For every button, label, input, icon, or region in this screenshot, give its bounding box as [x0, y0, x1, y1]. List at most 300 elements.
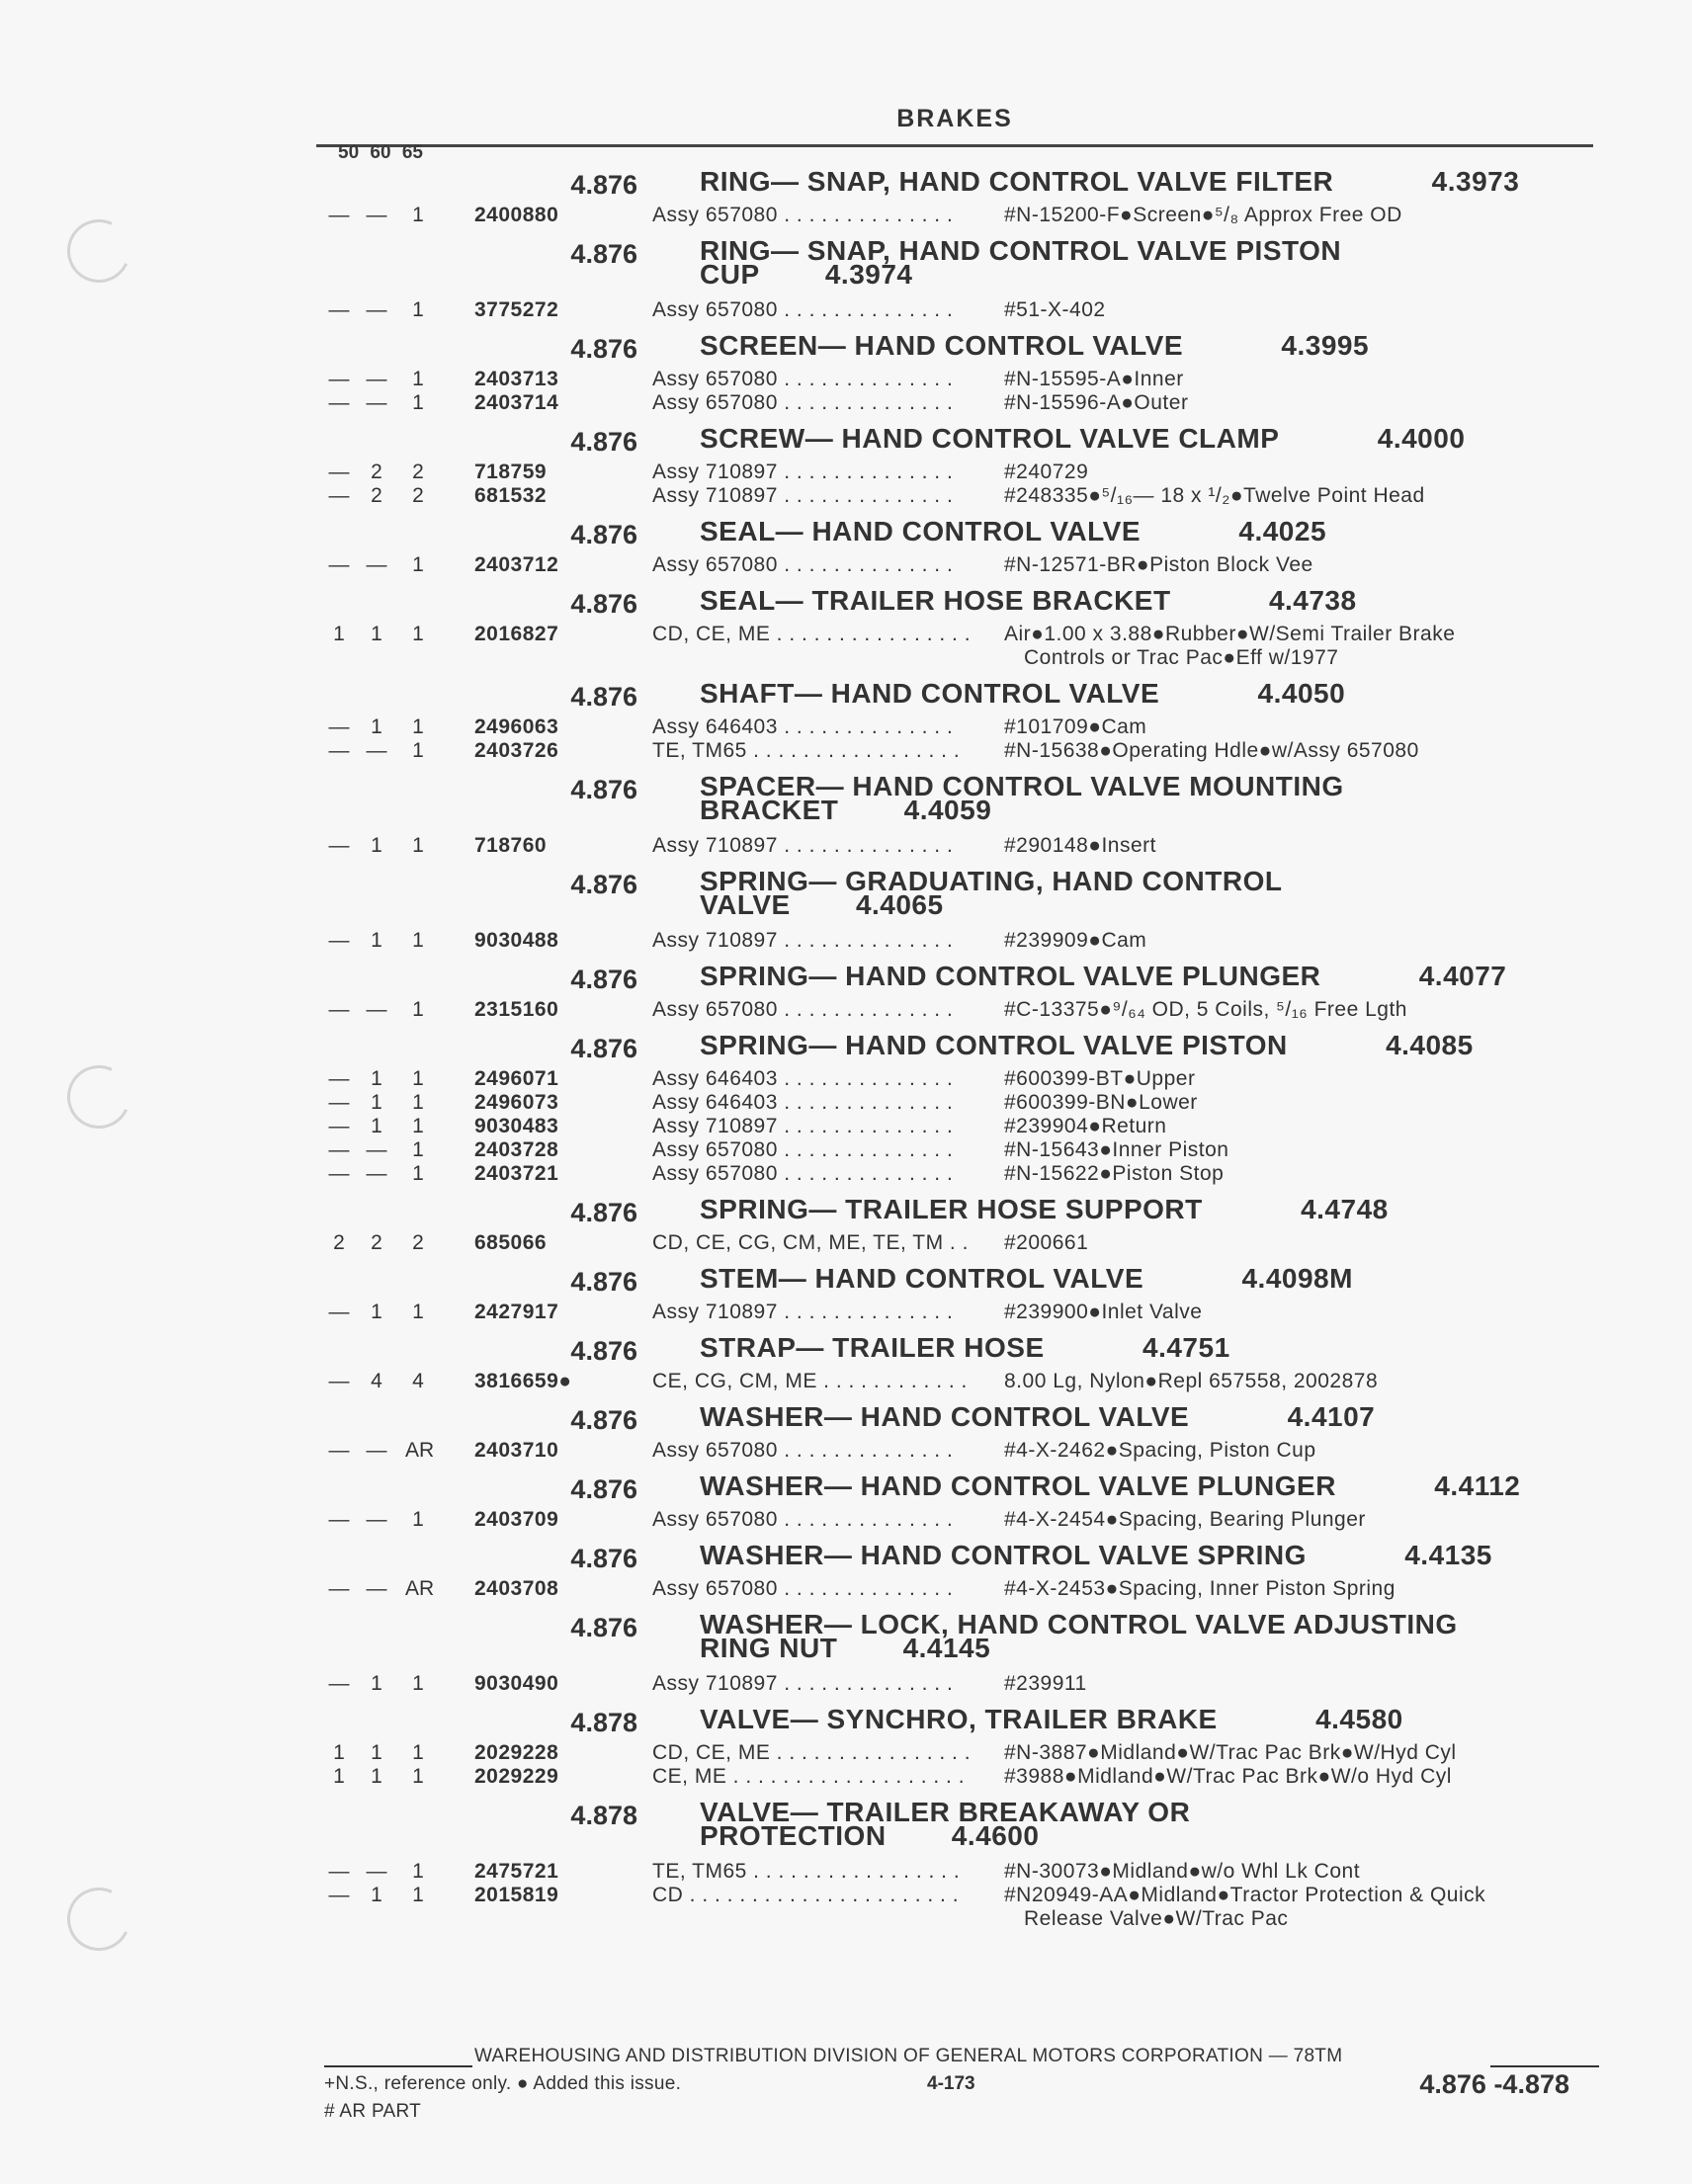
part-number: 2403713: [474, 368, 559, 390]
description-line: #N-15638●Operating Hdle●w/Assy 657080: [1004, 739, 1419, 762]
application: CD, CE, ME . . . . . . . . . . . . . . . .: [652, 623, 972, 645]
description-line: #239911: [1004, 1672, 1087, 1695]
group-reference: 4.4738: [1268, 585, 1357, 616]
part-row: [326, 204, 1601, 227]
qty-60: 1: [371, 1884, 382, 1906]
application: TE, TM65 . . . . . . . . . . . . . . . . .: [652, 1860, 961, 1883]
qty-60: —: [366, 368, 387, 390]
part-row: [326, 1231, 1601, 1255]
description-line: #N-15596-A●Outer: [1004, 391, 1189, 414]
group-title: [700, 423, 1589, 454]
qty-60: —: [366, 1162, 387, 1185]
qty-50: —: [328, 1370, 350, 1392]
part-row: [326, 834, 1601, 858]
group-title: [700, 1797, 1589, 1851]
group-reference: 4.4107: [1287, 1401, 1376, 1432]
qty-60: —: [366, 1860, 387, 1883]
group-heading: [326, 1463, 1601, 1508]
part-description: [1004, 1884, 1607, 1931]
description-line: #101709●Cam: [1004, 715, 1147, 738]
description-line: #N-15200-F●Screen●⁵/₈ Approx Free OD: [1004, 204, 1402, 226]
group-reference: 4.4050: [1257, 678, 1346, 709]
part-number: 3816659●: [474, 1370, 572, 1392]
group-title: [700, 1704, 1589, 1734]
qty-65: 1: [412, 1162, 424, 1185]
group-title: [700, 585, 1589, 616]
group-heading: [326, 953, 1601, 998]
qty-60: —: [366, 1577, 387, 1600]
group-heading: [326, 1324, 1601, 1370]
footer-rule: [324, 2046, 1599, 2069]
part-row: [326, 553, 1601, 577]
group-number: 4.876: [570, 1336, 637, 1366]
group-title-text: SCREW— HAND CONTROL VALVE CLAMP: [700, 423, 1280, 454]
part-description: [1004, 1115, 1607, 1138]
part-number: 718760: [474, 834, 548, 857]
group-heading: [326, 1022, 1601, 1067]
application: Assy 657080 . . . . . . . . . . . . . .: [652, 368, 954, 390]
group-number: 4.876: [570, 1198, 637, 1227]
qty-60: —: [366, 391, 387, 414]
qty-65: 1: [412, 998, 424, 1021]
description-line: 8.00 Lg, Nylon●Repl 657558, 2002878: [1004, 1370, 1379, 1392]
application: CE, CG, CM, ME . . . . . . . . . . . .: [652, 1370, 968, 1392]
qty-65: 2: [412, 1231, 424, 1254]
application: CD . . . . . . . . . . . . . . . . . . . . . .: [652, 1884, 960, 1906]
part-row: [326, 739, 1601, 763]
group-title-text: WASHER— HAND CONTROL VALVE PLUNGER: [700, 1470, 1336, 1501]
part-description: [1004, 929, 1607, 953]
group-heading: [326, 508, 1601, 553]
qty-50: —: [328, 484, 350, 507]
part-row: [326, 1301, 1601, 1324]
group-title-text: VALVE— TRAILER BREAKAWAY OR: [700, 1797, 1191, 1827]
qty-60: 2: [371, 484, 382, 507]
group-number: 4.876: [570, 1474, 637, 1504]
part-row: [326, 1884, 1601, 1931]
group-reference: 4.4135: [1404, 1540, 1492, 1570]
part-number: 2403726: [474, 739, 559, 762]
group-title: [700, 1540, 1589, 1570]
group-title-line2: VALVE: [700, 889, 791, 920]
part-description: [1004, 1138, 1607, 1162]
group-title-line2: BRACKET: [700, 795, 839, 825]
application: Assy 646403 . . . . . . . . . . . . . .: [652, 1091, 954, 1114]
group-title-line2: PROTECTION: [700, 1820, 887, 1851]
group-reference: 4.4000: [1377, 423, 1466, 454]
part-number: 685066: [474, 1231, 548, 1254]
group-heading: [326, 1532, 1601, 1577]
group-title: [700, 235, 1589, 290]
group-title: [700, 1263, 1589, 1294]
group-heading: [326, 1789, 1601, 1860]
part-number: 2403714: [474, 391, 559, 414]
description-line: #600399-BN●Lower: [1004, 1091, 1198, 1114]
qty-60: 1: [371, 1067, 382, 1090]
group-heading: [326, 158, 1601, 204]
group-title: [700, 1332, 1589, 1363]
qty-50: —: [328, 1508, 350, 1531]
application: Assy 657080 . . . . . . . . . . . . . .: [652, 553, 954, 576]
part-description: [1004, 1067, 1607, 1091]
binder-hole: [58, 1879, 139, 1960]
description-line2: Release Valve●W/Trac Pac: [1024, 1907, 1289, 1930]
qty-60: —: [366, 553, 387, 576]
group-reference: 4.4748: [1301, 1194, 1389, 1224]
description-line: #4-X-2462●Spacing, Piston Cup: [1004, 1439, 1316, 1462]
application: Assy 646403 . . . . . . . . . . . . . .: [652, 1067, 954, 1090]
qty-60: —: [366, 998, 387, 1021]
group-heading: [326, 670, 1601, 715]
qty-65: 1: [412, 1091, 424, 1114]
qty-60: 1: [371, 1741, 382, 1764]
description-line2: Controls or Trac Pac●Eff w/1977: [1024, 646, 1339, 669]
group-reference: 4.4098M: [1241, 1263, 1353, 1294]
group-heading: [326, 577, 1601, 623]
qty-50: —: [328, 1439, 350, 1462]
qty-50: —: [328, 929, 350, 952]
application: Assy 657080 . . . . . . . . . . . . . .: [652, 1439, 954, 1462]
qty-60: 1: [371, 1672, 382, 1695]
part-description: [1004, 1301, 1607, 1324]
group-reference: 4.4077: [1418, 961, 1507, 991]
part-row: [326, 715, 1601, 739]
application: Assy 657080 . . . . . . . . . . . . . .: [652, 1508, 954, 1531]
application: Assy 710897 . . . . . . . . . . . . . .: [652, 461, 954, 483]
application: CD, CE, ME . . . . . . . . . . . . . . . .: [652, 1741, 972, 1764]
qty-50: —: [328, 998, 350, 1021]
part-number: 2496073: [474, 1091, 559, 1114]
application: Assy 657080 . . . . . . . . . . . . . .: [652, 998, 954, 1021]
part-number: 2496063: [474, 715, 559, 738]
description-line: #4-X-2454●Spacing, Bearing Plunger: [1004, 1508, 1366, 1531]
group-title-text: SHAFT— HAND CONTROL VALVE: [700, 678, 1160, 709]
qty-60: 1: [371, 1765, 382, 1788]
part-number: 2475721: [474, 1860, 559, 1883]
part-number: 2403721: [474, 1162, 559, 1185]
application: Assy 657080 . . . . . . . . . . . . . .: [652, 298, 954, 321]
qty-65: 2: [412, 484, 424, 507]
qty-50: 1: [333, 1741, 345, 1764]
qty-50: —: [328, 461, 350, 483]
qty-65: 1: [412, 1138, 424, 1161]
group-title-text: STRAP— TRAILER HOSE: [700, 1332, 1045, 1363]
description-line: #N-30073●Midland●w/o Whl Lk Cont: [1004, 1860, 1361, 1883]
part-row: [326, 1091, 1601, 1115]
part-description: [1004, 1508, 1607, 1532]
group-title: [700, 516, 1589, 546]
group-title: [700, 330, 1589, 361]
group-number: 4.876: [570, 1405, 637, 1435]
group-title-text: STEM— HAND CONTROL VALVE: [700, 1263, 1144, 1294]
group-reference: 4.4065: [855, 889, 944, 920]
binder-hole: [58, 1056, 139, 1137]
qty-60: 1: [371, 1301, 382, 1323]
qty-50: —: [328, 298, 350, 321]
qty-65: 1: [412, 1884, 424, 1906]
part-number: 9030490: [474, 1672, 559, 1695]
qty-60: 1: [371, 623, 382, 645]
qty-50: —: [328, 204, 350, 226]
qty-60: 2: [371, 1231, 382, 1254]
model-year-columns: 50 60 65: [338, 142, 423, 163]
qty-65: 1: [412, 1765, 424, 1788]
part-number: 2403728: [474, 1138, 559, 1161]
part-row: [326, 1508, 1601, 1532]
part-row: [326, 1860, 1601, 1884]
group-title: [700, 1194, 1589, 1224]
description-line: #51-X-402: [1004, 298, 1106, 321]
group-title: [700, 961, 1589, 991]
description-line: #N-15595-A●Inner: [1004, 368, 1184, 390]
description-line: #290148●Insert: [1004, 834, 1156, 857]
part-number: 2029228: [474, 1741, 559, 1764]
qty-60: —: [366, 204, 387, 226]
group-heading: [326, 858, 1601, 929]
application: CE, ME . . . . . . . . . . . . . . . . . . .: [652, 1765, 966, 1788]
qty-65: 1: [412, 1115, 424, 1137]
qty-65: 1: [412, 1301, 424, 1323]
group-title-line2: CUP: [700, 259, 760, 290]
qty-50: —: [328, 1577, 350, 1600]
group-title: [700, 166, 1589, 197]
group-reference: 4.4085: [1386, 1030, 1474, 1060]
part-number: 2496071: [474, 1067, 559, 1090]
description-line: #239909●Cam: [1004, 929, 1147, 952]
part-description: [1004, 298, 1607, 322]
group-reference: 4.4600: [951, 1820, 1040, 1851]
part-number: 2015819: [474, 1884, 559, 1906]
description-line: #N-12571-BR●Piston Block Vee: [1004, 553, 1313, 576]
part-description: [1004, 1370, 1607, 1393]
group-title: [700, 1609, 1589, 1663]
qty-50: 1: [333, 623, 345, 645]
group-title-text: SPRING— GRADUATING, HAND CONTROL: [700, 866, 1283, 896]
group-title-text: WASHER— HAND CONTROL VALVE SPRING: [700, 1540, 1307, 1570]
application: TE, TM65 . . . . . . . . . . . . . . . . .: [652, 739, 961, 762]
group-title: [700, 866, 1589, 920]
group-title-text: SCREEN— HAND CONTROL VALVE: [700, 330, 1184, 361]
part-description: [1004, 715, 1607, 739]
part-row: [326, 1067, 1601, 1091]
qty-60: 1: [371, 929, 382, 952]
part-row: [326, 929, 1601, 953]
description-line: #N-15622●Piston Stop: [1004, 1162, 1225, 1185]
description-line: #248335●⁵/₁₆— 18 x ¹/₂●Twelve Point Head: [1004, 484, 1425, 507]
qty-65: 1: [412, 929, 424, 952]
group-number: 4.878: [570, 1801, 637, 1830]
qty-50: —: [328, 1672, 350, 1695]
qty-50: —: [328, 391, 350, 414]
description-line: #3988●Midland●W/Trac Pac Brk●W/o Hyd Cyl: [1004, 1765, 1452, 1788]
group-heading: [326, 1601, 1601, 1672]
part-number: 2400880: [474, 204, 559, 226]
qty-65: AR: [405, 1439, 435, 1462]
part-row: [326, 1370, 1601, 1393]
part-number: 9030483: [474, 1115, 559, 1137]
part-row: [326, 1765, 1601, 1789]
group-heading: [326, 415, 1601, 461]
group-reference: 4.3973: [1431, 166, 1520, 197]
group-number: 4.876: [570, 775, 637, 804]
group-title-text: SPRING— HAND CONTROL VALVE PISTON: [700, 1030, 1288, 1060]
application: Assy 710897 . . . . . . . . . . . . . .: [652, 1672, 954, 1695]
group-title-text: RING— SNAP, HAND CONTROL VALVE PISTON: [700, 235, 1342, 266]
part-description: [1004, 1860, 1607, 1884]
application: Assy 710897 . . . . . . . . . . . . . .: [652, 1115, 954, 1137]
group-reference: 4.4751: [1142, 1332, 1230, 1363]
qty-65: 1: [412, 298, 424, 321]
part-row: [326, 1577, 1601, 1601]
group-heading: [326, 227, 1601, 298]
qty-65: 1: [412, 391, 424, 414]
part-description: [1004, 1577, 1607, 1601]
group-number: 4.878: [570, 1708, 637, 1737]
group-heading: [326, 322, 1601, 368]
qty-60: 4: [371, 1370, 382, 1392]
qty-50: —: [328, 1860, 350, 1883]
part-number: 2427917: [474, 1301, 559, 1323]
group-title-text: SEAL— TRAILER HOSE BRACKET: [700, 585, 1171, 616]
qty-65: 1: [412, 204, 424, 226]
application: Assy 657080 . . . . . . . . . . . . . .: [652, 1138, 954, 1161]
part-description: [1004, 1162, 1607, 1186]
description-line: #N20949-AA●Midland●Tractor Protection & Quick: [1004, 1884, 1486, 1906]
part-description: [1004, 204, 1607, 227]
group-number: 4.876: [570, 427, 637, 457]
group-title-text: SEAL— HAND CONTROL VALVE: [700, 516, 1142, 546]
group-title-text: VALVE— SYNCHRO, TRAILER BRAKE: [700, 1704, 1218, 1734]
application: Assy 710897 . . . . . . . . . . . . . .: [652, 929, 954, 952]
application: Assy 657080 . . . . . . . . . . . . . .: [652, 204, 954, 226]
binder-hole: [58, 210, 139, 292]
application: Assy 710897 . . . . . . . . . . . . . .: [652, 484, 954, 507]
part-number: 9030488: [474, 929, 559, 952]
application: Assy 646403 . . . . . . . . . . . . . .: [652, 715, 954, 738]
group-title-text: SPACER— HAND CONTROL VALVE MOUNTING: [700, 771, 1344, 801]
qty-50: —: [328, 368, 350, 390]
qty-50: —: [328, 1091, 350, 1114]
part-row: [326, 1162, 1601, 1186]
description-line: #200661: [1004, 1231, 1089, 1254]
part-description: [1004, 1091, 1607, 1115]
qty-65: 1: [412, 368, 424, 390]
qty-65: 1: [412, 715, 424, 738]
part-row: [326, 298, 1601, 322]
group-reference: 4.4145: [902, 1633, 991, 1663]
qty-60: 1: [371, 715, 382, 738]
qty-65: 1: [412, 1860, 424, 1883]
footer-corporation: WAREHOUSING AND DISTRIBUTION DIVISION OF GENERAL MOTORS CORPORATION — 78TM: [474, 2046, 1343, 2066]
part-row: [326, 1115, 1601, 1138]
part-row: [326, 1138, 1601, 1162]
group-title-text: RING— SNAP, HAND CONTROL VALVE FILTER: [700, 166, 1334, 197]
application: Assy 657080 . . . . . . . . . . . . . .: [652, 1162, 954, 1185]
qty-50: —: [328, 1067, 350, 1090]
footer-notes: +N.S., reference only. ● Added this issue.: [324, 2073, 682, 2094]
group-title: [700, 1401, 1589, 1432]
description-line: #239900●Inlet Valve: [1004, 1301, 1203, 1323]
qty-65: AR: [405, 1577, 435, 1600]
qty-50: —: [328, 715, 350, 738]
description-line: #N-15643●Inner Piston: [1004, 1138, 1229, 1161]
section-title: BRAKES: [896, 105, 1013, 132]
qty-60: 1: [371, 1091, 382, 1114]
qty-60: —: [366, 1138, 387, 1161]
part-description: [1004, 998, 1607, 1022]
group-reference: 4.4580: [1315, 1704, 1403, 1734]
qty-50: —: [328, 1138, 350, 1161]
part-description: [1004, 484, 1607, 508]
application: CD, CE, CG, CM, ME, TE, TM . .: [652, 1231, 969, 1254]
part-description: [1004, 1672, 1607, 1696]
group-reference: 4.4112: [1434, 1470, 1521, 1501]
application: Assy 710897 . . . . . . . . . . . . . .: [652, 834, 954, 857]
part-row: [326, 391, 1601, 415]
parts-list: [326, 158, 1601, 1931]
application: Assy 657080 . . . . . . . . . . . . . .: [652, 391, 954, 414]
part-number: 2315160: [474, 998, 559, 1021]
qty-50: —: [328, 1301, 350, 1323]
group-number: 4.876: [570, 334, 637, 364]
part-row: [326, 1741, 1601, 1765]
qty-50: —: [328, 1115, 350, 1137]
qty-50: —: [328, 739, 350, 762]
description-line: Air●1.00 x 3.88●Rubber●W/Semi Trailer Brake: [1004, 623, 1456, 645]
description-line: #C-13375●⁹/₆₄ OD, 5 Coils, ⁵/₁₆ Free Lgth: [1004, 998, 1407, 1021]
part-number: 2403712: [474, 553, 559, 576]
qty-50: —: [328, 834, 350, 857]
group-reference: 4.4025: [1238, 516, 1327, 546]
qty-65: 1: [412, 623, 424, 645]
group-heading: [326, 1696, 1601, 1741]
part-row: [326, 461, 1601, 484]
part-description: [1004, 553, 1607, 577]
qty-65: 1: [412, 1508, 424, 1531]
qty-60: —: [366, 298, 387, 321]
qty-60: —: [366, 739, 387, 762]
part-description: [1004, 623, 1607, 670]
group-reference: 4.4059: [903, 795, 992, 825]
part-description: [1004, 1231, 1607, 1255]
qty-65: 1: [412, 739, 424, 762]
part-row: [326, 623, 1601, 670]
part-row: [326, 368, 1601, 391]
part-description: [1004, 1741, 1607, 1765]
description-line: #239904●Return: [1004, 1115, 1167, 1137]
part-number: 3775272: [474, 298, 559, 321]
part-description: [1004, 391, 1607, 415]
group-title-text: SPRING— HAND CONTROL VALVE PLUNGER: [700, 961, 1321, 991]
part-number: 2403708: [474, 1577, 559, 1600]
group-number: 4.876: [570, 682, 637, 712]
group-title-text: SPRING— TRAILER HOSE SUPPORT: [700, 1194, 1203, 1224]
description-line: #600399-BT●Upper: [1004, 1067, 1196, 1090]
group-number: 4.876: [570, 520, 637, 549]
part-description: [1004, 1765, 1607, 1789]
qty-50: 2: [333, 1231, 345, 1254]
group-heading: [326, 1255, 1601, 1301]
part-row: [326, 484, 1601, 508]
description-line: #N-3887●Midland●W/Trac Pac Brk●W/Hyd Cyl: [1004, 1741, 1457, 1764]
qty-60: 1: [371, 834, 382, 857]
page-header: [316, 99, 1593, 147]
description-line: #4-X-2453●Spacing, Inner Piston Spring: [1004, 1577, 1396, 1600]
group-title-text: WASHER— HAND CONTROL VALVE: [700, 1401, 1190, 1432]
part-description: [1004, 368, 1607, 391]
part-description: [1004, 739, 1607, 763]
part-row: [326, 998, 1601, 1022]
